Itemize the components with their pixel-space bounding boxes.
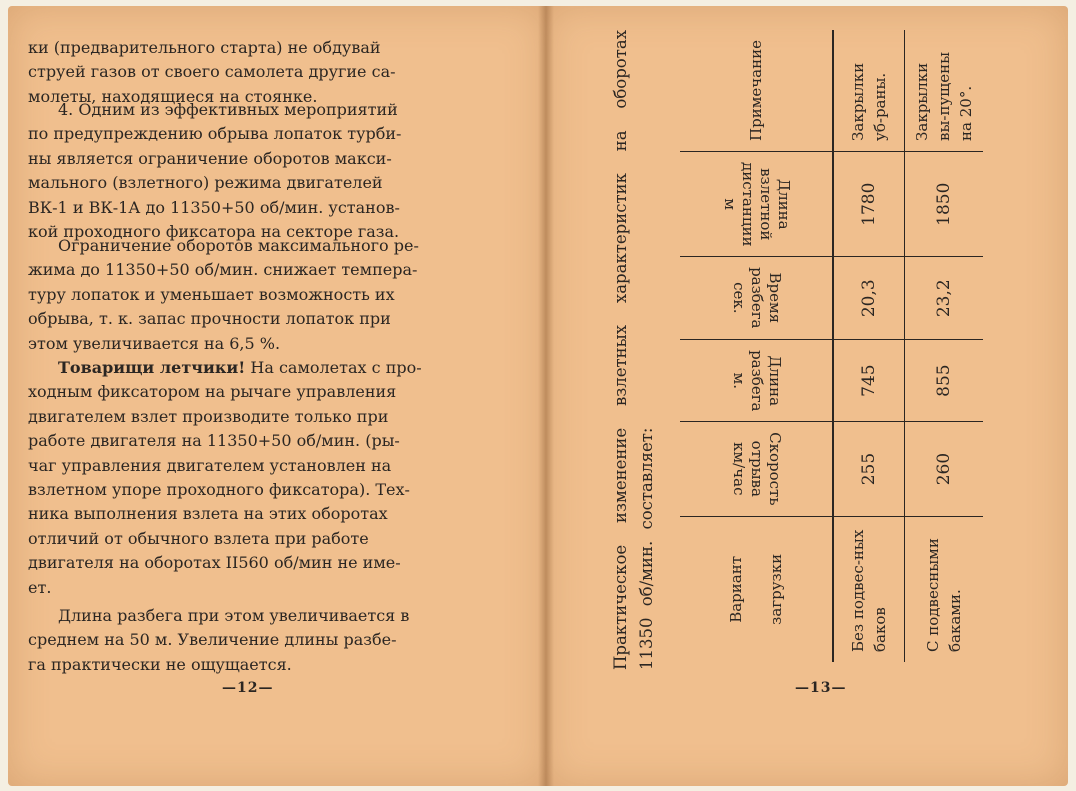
table-header-row (680, 30, 833, 662)
table-row (833, 30, 905, 662)
paragraph-3: Ограничение оборотов максимального ре- жима до 11350+50 об/мин. снижает темпера- туру лопаток и уменьшает возможность их обрыва, т. к. запас прочности лопаток при этом увеличивается на 6,5 %. (28, 236, 419, 353)
paragraph-1: ки (предварительного старта) не обдувай струей газов от своего самолета другие са- молеты, находящиеся на стоянке. (28, 38, 396, 106)
cell-run-length: 855 (905, 339, 984, 421)
paragraph-5: Длина разбега при этом увеличивается в среднем на 50 м. Увеличение длины разбе- га практически не ощущается. (28, 606, 410, 674)
cell-note: Закрылки уб-раны. (833, 30, 905, 151)
cell-run-time: 23,2 (905, 257, 984, 339)
header-variant: Вариант загрузки (680, 516, 833, 662)
table-row (905, 30, 984, 662)
header-run-length: Длина разбега м. (680, 339, 833, 421)
cell-distance: 1850 (905, 151, 984, 257)
cell-run-time: 20,3 (833, 257, 905, 339)
header-run-time: Время разбега сек. (680, 257, 833, 339)
bold-lead: Товарищи летчики! (58, 358, 246, 377)
takeoff-table (680, 30, 983, 662)
paragraph-4-text: На самолетах с про- ходным фиксатором на рычаге управления двигателем взлет производите только при работе двигателя на 11350+50 об/мин. (ры- чаг управления двигателем установлен на взлетном упоре проходного фиксатора). Тех- ника выполнения взлета на этих оборотах отличий от обычного взлета при работе двигателя на оборотах II560 об/мин не име- ет. (28, 358, 422, 597)
cell-speed: 260 (905, 422, 984, 516)
table-caption: Практическое изменение взлетных характеристик на оборотах 11350 об/мин. составляет: (611, 30, 656, 670)
header-speed: Скорость отрыва км/час (680, 422, 833, 516)
cell-variant: С подвесными баками. (924, 538, 964, 652)
paragraph-4 (28, 356, 458, 600)
paragraph-2: 4. Одним из эффективных мероприятий по предупреждению обрыва лопаток турби- ны является ограничение оборотов макси- мального (взлетного) режима двигателей ВК-1 и ВК-1А до 11350+50 об/мин. установ- кой проходного фиксатора на секторе газа. (28, 100, 402, 242)
header-distance: Длина взлетной дистанции м (680, 151, 833, 257)
page-number-right: —13— (795, 680, 847, 696)
page-number-left: —12— (222, 680, 274, 696)
cell-speed: 255 (833, 422, 905, 516)
cell-distance: 1780 (833, 151, 905, 257)
cell-run-length: 745 (833, 339, 905, 421)
book-spine (538, 6, 554, 786)
cell-note: Закрылки вы-пущены на 20°. (905, 30, 984, 151)
rotated-table-block (600, 30, 990, 670)
header-note: Примечание (680, 30, 833, 151)
cell-variant: Без подвес-ных баков (833, 516, 905, 662)
